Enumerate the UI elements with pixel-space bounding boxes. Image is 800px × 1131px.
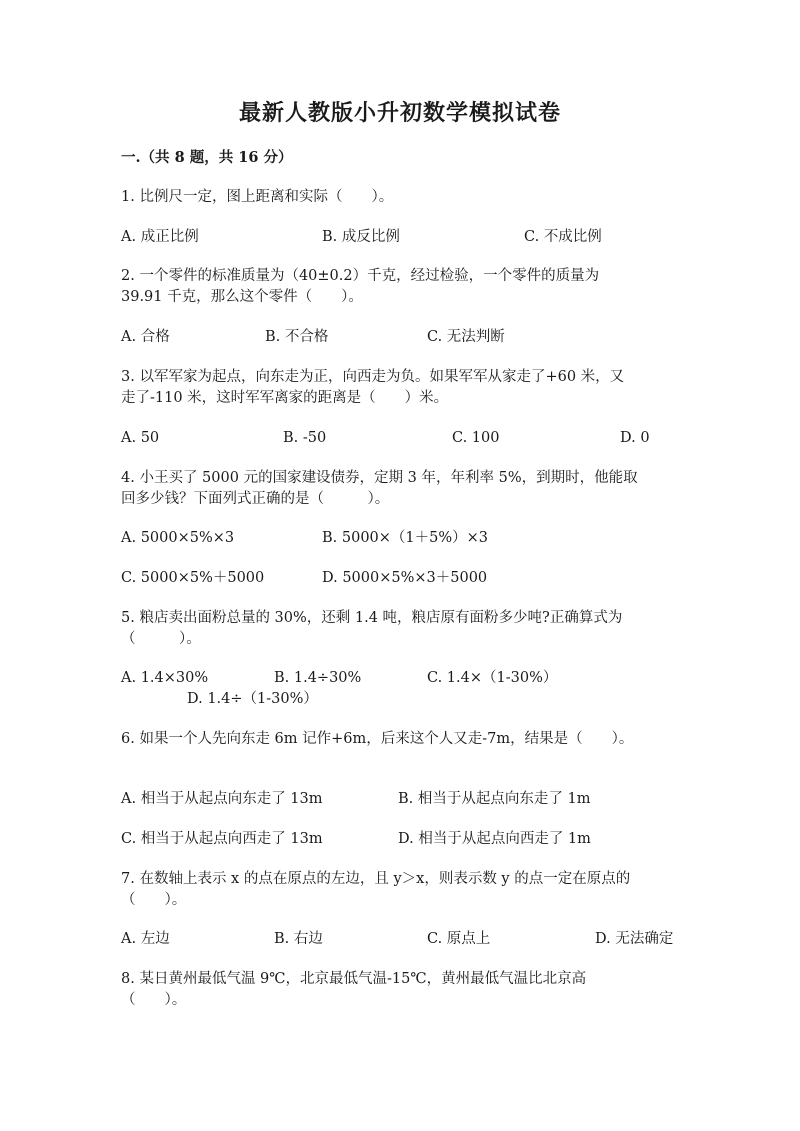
question-4-text-line-2: 回多少钱？下面列式正确的是（ ）。	[121, 491, 390, 507]
question-2-option-a: A. 合格	[121, 329, 170, 345]
question-6-text: 6. 如果一个人先向东走 6m 记作+6m，后来这个人又走-7m，结果是（ ）。	[121, 731, 634, 747]
question-5-option-b: B. 1.4÷30%	[274, 670, 362, 686]
question-4-option-b: B. 5000×（1＋5%）×3	[322, 530, 489, 546]
question-7-option-d: D. 无法确定	[595, 931, 674, 947]
question-3-option-d: D. 0	[620, 430, 650, 446]
question-6-option-a: A. 相当于从起点向东走了 13m	[121, 791, 323, 807]
question-8-text-line-1: 8. 某日黄州最低气温 9℃，北京最低气温-15℃，黄州最低气温比北京高	[121, 971, 587, 987]
question-4-option-d: D. 5000×5%×3＋5000	[322, 570, 488, 586]
question-5-option-d: D. 1.4÷（1-30%）	[187, 691, 318, 707]
question-7-text-line-1: 7. 在数轴上表示 x 的点在原点的左边，且 y＞x，则表示数 y 的点一定在原点的	[121, 871, 631, 887]
question-3-option-a: A. 50	[121, 430, 160, 446]
question-1-option-b: B. 成反比例	[322, 229, 400, 245]
question-2-text-line-1: 2. 一个零件的标准质量为（40±0.2）千克，经过检验，一个零件的质量为	[121, 268, 600, 284]
question-4-option-a: A. 5000×5%×3	[121, 530, 235, 546]
question-4-option-c: C. 5000×5%＋5000	[121, 570, 265, 586]
question-5-option-c: C. 1.4×（1-30%）	[427, 670, 558, 686]
question-6-option-d: D. 相当于从起点向西走了 1m	[398, 831, 591, 847]
question-2-option-c: C. 无法判断	[427, 329, 505, 345]
question-7-text-line-2: （ ）。	[121, 892, 187, 908]
question-6-option-c: C. 相当于从起点向西走了 13m	[121, 831, 323, 847]
question-7-option-a: A. 左边	[121, 931, 170, 947]
question-2-text-line-2: 39.91 千克，那么这个零件（ ）。	[121, 289, 363, 305]
question-3-option-c: C. 100	[452, 430, 500, 446]
question-1-text: 1. 比例尺一定，图上距离和实际（ ）。	[121, 189, 394, 205]
question-7-option-c: C. 原点上	[427, 931, 491, 947]
question-1-option-c: C. 不成比例	[524, 229, 602, 245]
question-3-option-b: B. -50	[283, 430, 327, 446]
question-6-option-b: B. 相当于从起点向东走了 1m	[398, 791, 591, 807]
question-4-text-line-1: 4. 小王买了 5000 元的国家建设债券，定期 3 年，年利率 5%，到期时，他能取	[121, 470, 638, 486]
exam-title: 最新人教版小升初数学模拟试卷	[238, 100, 561, 126]
question-8-text-line-2: （ ）。	[121, 992, 187, 1008]
question-3-text-line-1: 3. 以军军家为起点，向东走为正，向西走为负。如果军军从家走了+60 米，又	[121, 369, 625, 385]
question-1-option-a: A. 成正比例	[121, 229, 199, 245]
question-3-text-line-2: 走了-110 米，这时军军离家的距离是（ ）米。	[121, 390, 449, 406]
question-5-text-line-1: 5. 粮店卖出面粉总量的 30%，还剩 1.4 吨，粮店原有面粉多少吨?正确算式为	[121, 610, 623, 626]
question-2-option-b: B. 不合格	[265, 329, 329, 345]
question-5-text-line-2: （ ）。	[121, 631, 201, 647]
section-heading: 一.（共 8 题，共 16 分）	[121, 149, 293, 166]
question-5-option-a: A. 1.4×30%	[121, 670, 209, 686]
question-7-option-b: B. 右边	[274, 931, 323, 947]
